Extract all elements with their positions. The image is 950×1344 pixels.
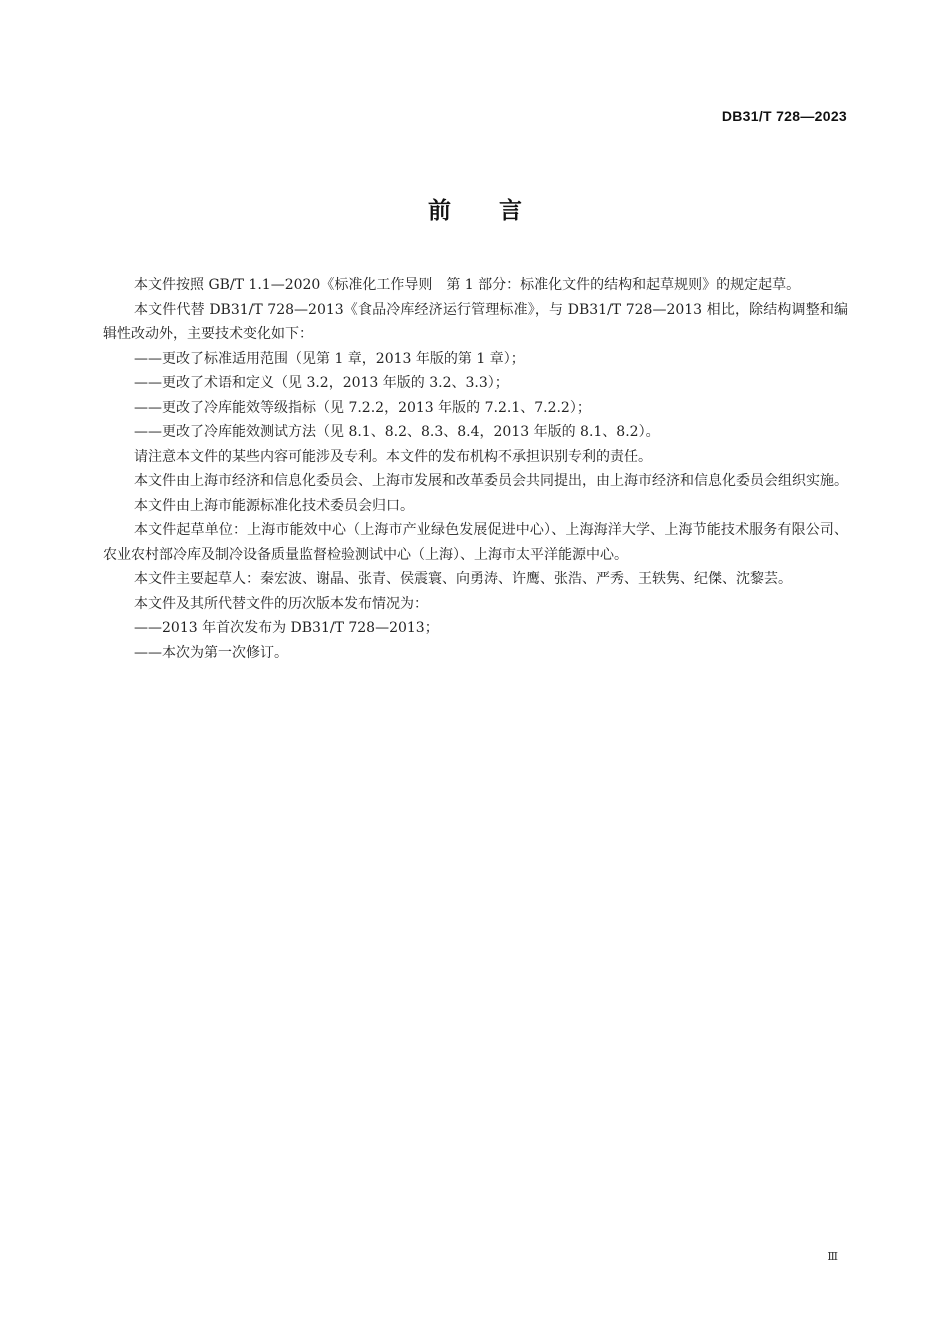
page-title: 前言	[428, 198, 570, 224]
change-item-efficiency-grade: ——更改了冷库能效等级指标（见 7.2.2，2013 年版的 7.2.1、7.2.2）；	[134, 399, 591, 416]
paragraph-version-history: 本文件及其所代替文件的历次版本发布情况为：	[134, 595, 428, 612]
paragraph-drafting-rules: 本文件按照 GB/T 1.1—2020《标准化工作导则 第 1 部分：标准化文件的结构和起草规则》的规定起草。	[134, 277, 801, 293]
foreword-body	[103, 273, 848, 665]
paragraph-drafting-units: 本文件起草单位：上海市能效中心（上海市产业绿色发展促进中心）、上海海洋大学、上海节能技术服务有限公司、农业农村部冷库及制冷设备质量监督检验测试中心（上海）、上海市太平洋能源中心。	[103, 522, 848, 563]
history-item-current: ——本次为第一次修订。	[134, 644, 288, 661]
page-number: Ⅲ	[827, 1250, 838, 1263]
paragraph-patent-notice: 请注意本文件的某些内容可能涉及专利。本文件的发布机构不承担识别专利的责任。	[134, 448, 652, 465]
change-item-scope: ——更改了标准适用范围（见第 1 章，2013 年版的第 1 章）；	[134, 350, 525, 367]
change-item-test-method: ——更改了冷库能效测试方法（见 8.1、8.2、8.3、8.4，2013 年版的 8.1、8.2）。	[134, 424, 660, 440]
change-item-terms: ——更改了术语和定义（见 3.2，2013 年版的 3.2、3.3）；	[134, 375, 509, 391]
paragraph-proposer: 本文件由上海市经济和信息化委员会、上海市发展和改革委员会共同提出，由上海市经济和信息化委员会组织实施。	[134, 473, 848, 489]
paragraph-committee: 本文件由上海市能源标准化技术委员会归口。	[134, 497, 414, 514]
paragraph-drafters: 本文件主要起草人：秦宏波、谢晶、张青、侯震寰、向勇涛、许鹰、张浩、严秀、王轶隽、纪傑、沈黎芸。	[134, 571, 792, 587]
paragraph-replacement: 本文件代替 DB31/T 728—2013《食品冷库经济运行管理标准》，与 DB31/T 728—2013 相比，除结构调整和编辑性改动外，主要技术变化如下：	[103, 301, 848, 342]
document-code: DB31/T 728—2023	[721, 108, 847, 124]
history-item-2013: ——2013 年首次发布为 DB31/T 728—2013；	[134, 620, 439, 636]
